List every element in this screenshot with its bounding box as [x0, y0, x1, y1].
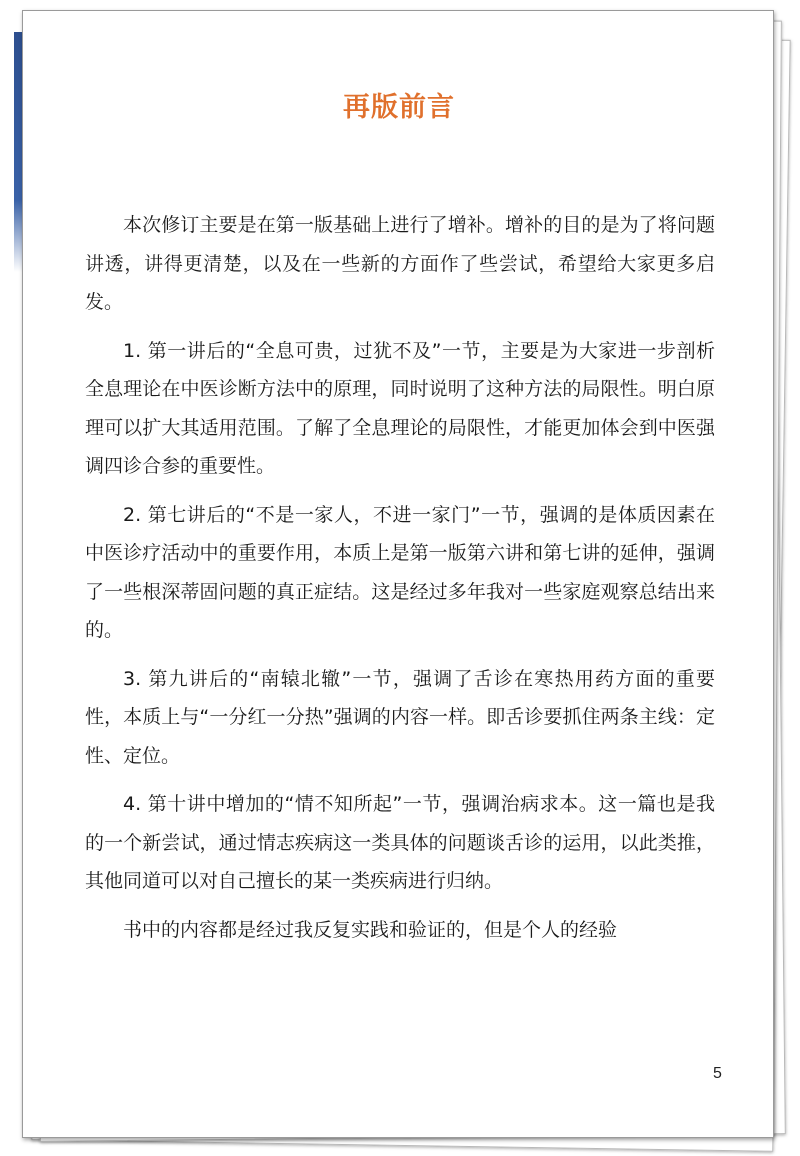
- paragraph: 4. 第十讲中增加的“情不知所起”一节，强调治病求本。这一篇也是我的一个新尝试，通过情志疾病这一类具体的问题谈舌诊的运用，以此类推，其他同道可以对自己擅长的某一类疾病进行归纳。: [85, 793, 715, 892]
- paragraph: 书中的内容都是经过我反复实践和验证的，但是个人的经验: [123, 918, 618, 941]
- paragraph: 3. 第九讲后的“南辕北辙”一节，强调了舌诊在寒热用药方面的重要性，本质上与“一分红一分热”强调的内容一样。即舌诊要抓住两条主线：定性、定位。: [85, 667, 715, 767]
- page-title: 再版前言: [343, 92, 455, 123]
- page-number: 5: [713, 1065, 722, 1082]
- paragraph: 本次修订主要是在第一版基础上进行了增补。增补的目的是为了将问题讲透，讲得更清楚，以及在一些新的方面作了些尝试，希望给大家更多启发。: [85, 214, 715, 313]
- paragraph: 2. 第七讲后的“不是一家人，不进一家门”一节，强调的是体质因素在中医诊疗活动中的重要作用，本质上是第一版第六讲和第七讲的延伸，强调了一些根深蒂固问题的真正症结。这是经过多年我对一些家庭观察总结出来的。: [85, 503, 715, 641]
- document-page: [22, 10, 774, 1138]
- paragraph: 1. 第一讲后的“全息可贵，过犹不及”一节，主要是为大家进一步剖析全息理论在中医诊断方法中的原理，同时说明了这种方法的局限性。明白原理可以扩大其适用范围。了解了全息理论的局限性，才能更加体会到中医强调四诊合参的重要性。: [85, 339, 715, 477]
- page-body: [85, 206, 715, 959]
